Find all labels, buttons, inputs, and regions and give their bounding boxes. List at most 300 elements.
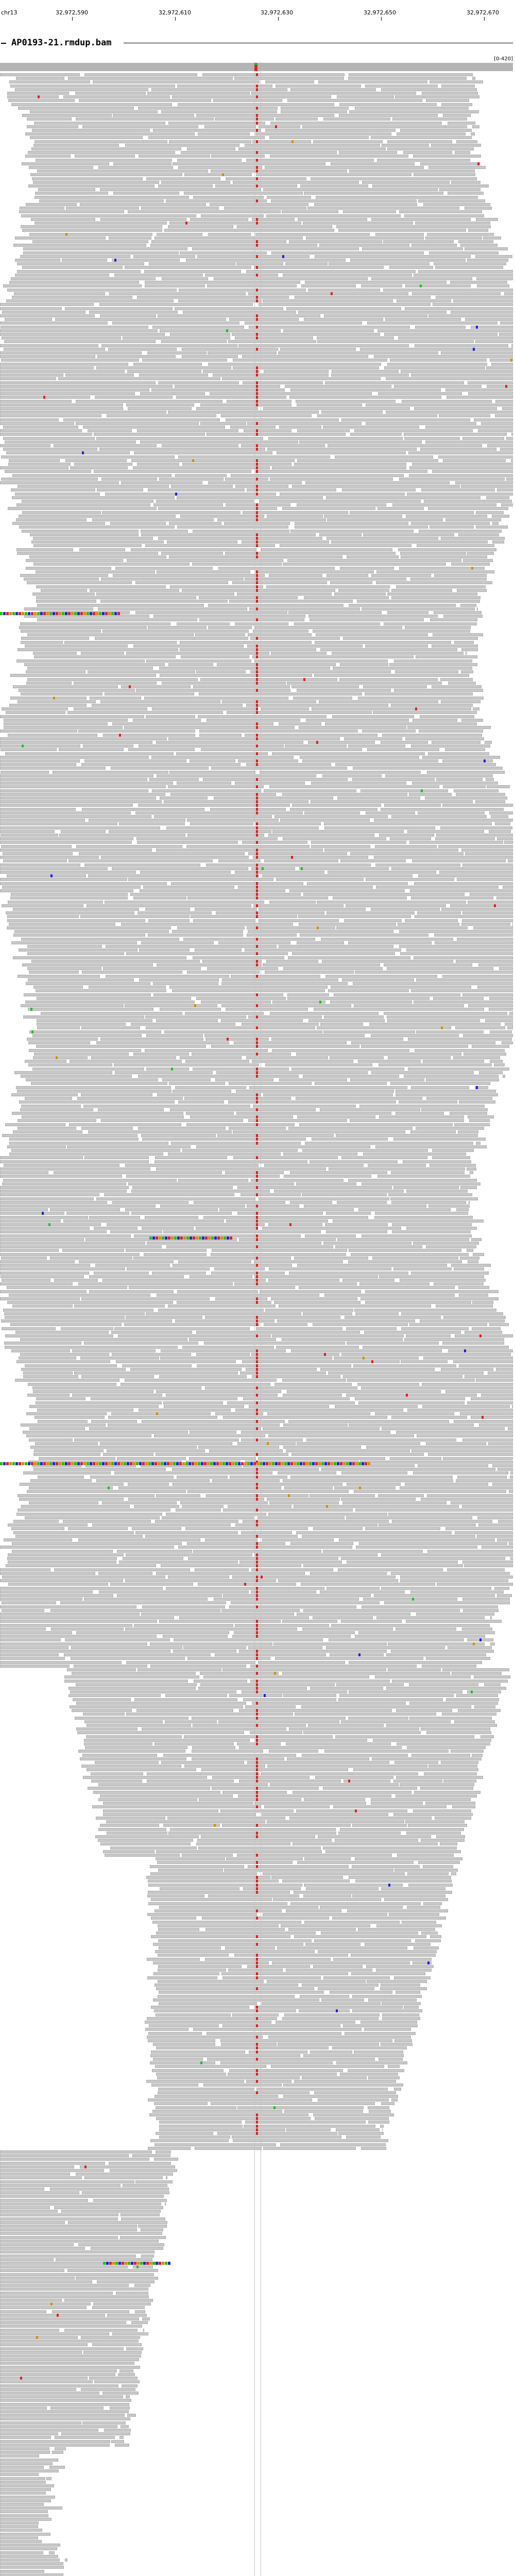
aligned-read[interactable]	[365, 84, 438, 88]
aligned-read[interactable]	[490, 1642, 495, 1646]
aligned-read[interactable]	[103, 1802, 253, 1805]
aligned-read[interactable]	[343, 210, 396, 213]
aligned-read[interactable]	[274, 1383, 352, 1386]
aligned-read[interactable]	[7, 919, 145, 922]
aligned-read[interactable]	[288, 1928, 356, 1931]
aligned-read[interactable]	[282, 507, 375, 510]
aligned-read[interactable]	[135, 581, 228, 584]
aligned-read[interactable]	[467, 1401, 513, 1404]
aligned-read[interactable]	[164, 229, 334, 232]
aligned-read[interactable]	[89, 1275, 184, 1278]
aligned-read[interactable]	[436, 296, 513, 299]
aligned-read[interactable]	[26, 203, 77, 206]
aligned-read[interactable]	[150, 1865, 244, 1868]
aligned-read[interactable]	[356, 1546, 477, 1549]
aligned-read[interactable]	[282, 210, 338, 213]
aligned-read[interactable]	[282, 1379, 346, 1382]
aligned-read[interactable]	[0, 796, 156, 800]
aligned-read[interactable]	[495, 414, 513, 417]
aligned-read[interactable]	[139, 155, 210, 158]
aligned-read[interactable]	[153, 982, 218, 985]
aligned-read[interactable]	[380, 2125, 384, 2128]
aligned-read[interactable]	[169, 771, 255, 774]
aligned-read[interactable]	[409, 1702, 498, 1705]
aligned-read[interactable]	[155, 1156, 227, 1159]
aligned-read[interactable]	[468, 901, 513, 904]
aligned-read[interactable]	[0, 811, 131, 815]
aligned-read[interactable]	[147, 1976, 217, 1979]
aligned-read[interactable]	[221, 1609, 300, 1612]
aligned-read[interactable]	[486, 778, 494, 781]
aligned-read[interactable]	[243, 1397, 350, 1400]
aligned-read[interactable]	[442, 1342, 504, 1345]
aligned-read[interactable]	[185, 1527, 308, 1530]
aligned-read[interactable]	[80, 915, 190, 918]
aligned-read[interactable]	[10, 697, 87, 700]
aligned-read[interactable]	[31, 147, 181, 150]
aligned-read[interactable]	[0, 2277, 75, 2280]
aligned-read[interactable]	[245, 2121, 366, 2124]
aligned-read[interactable]	[25, 1516, 160, 1519]
aligned-read[interactable]	[290, 530, 414, 533]
aligned-read[interactable]	[0, 1572, 95, 1575]
aligned-read[interactable]	[0, 800, 162, 803]
aligned-read[interactable]	[10, 896, 128, 900]
aligned-read[interactable]	[0, 329, 158, 332]
aligned-read[interactable]	[18, 1119, 96, 1122]
aligned-read[interactable]	[243, 1520, 389, 1523]
aligned-read[interactable]	[80, 1357, 159, 1360]
aligned-read[interactable]	[2, 311, 85, 314]
aligned-read[interactable]	[260, 1290, 361, 1293]
aligned-read[interactable]	[78, 1282, 233, 1285]
aligned-read[interactable]	[245, 734, 377, 737]
aligned-read[interactable]	[177, 622, 230, 625]
aligned-read[interactable]	[105, 1854, 180, 1857]
aligned-read[interactable]	[83, 426, 225, 429]
aligned-read[interactable]	[27, 125, 78, 128]
aligned-read[interactable]	[4, 719, 128, 722]
aligned-read[interactable]	[12, 1550, 113, 1553]
aligned-read[interactable]	[173, 162, 325, 165]
aligned-read[interactable]	[93, 2302, 151, 2306]
aligned-read[interactable]	[489, 1323, 509, 1326]
aligned-read[interactable]	[165, 2202, 166, 2206]
aligned-read[interactable]	[468, 1115, 494, 1118]
aligned-read[interactable]	[180, 641, 312, 644]
aligned-read[interactable]	[352, 2009, 422, 2012]
aligned-read[interactable]	[41, 589, 87, 592]
aligned-read[interactable]	[407, 1409, 513, 1412]
aligned-read[interactable]	[437, 1583, 513, 1586]
aligned-read[interactable]	[457, 589, 487, 592]
aligned-read[interactable]	[161, 181, 230, 184]
aligned-read[interactable]	[367, 748, 439, 751]
aligned-read[interactable]	[0, 444, 50, 447]
aligned-read[interactable]	[155, 1520, 238, 1523]
aligned-read[interactable]	[226, 177, 306, 180]
aligned-read[interactable]	[313, 140, 383, 143]
aligned-read[interactable]	[382, 2002, 421, 2005]
aligned-read[interactable]	[1, 359, 139, 362]
aligned-read[interactable]	[16, 518, 87, 521]
aligned-read[interactable]	[137, 841, 238, 844]
aligned-read[interactable]	[351, 1041, 495, 1044]
aligned-read[interactable]	[340, 663, 388, 666]
aligned-read[interactable]	[279, 1304, 431, 1308]
aligned-read[interactable]	[27, 1394, 70, 1397]
aligned-read[interactable]	[396, 1431, 513, 1434]
aligned-read[interactable]	[337, 95, 394, 98]
aligned-read[interactable]	[94, 470, 251, 473]
aligned-read[interactable]	[96, 1817, 165, 1820]
aligned-read[interactable]	[236, 1090, 394, 1093]
aligned-read[interactable]	[146, 177, 220, 180]
aligned-read[interactable]	[441, 351, 513, 354]
aligned-read[interactable]	[468, 392, 513, 395]
aligned-read[interactable]	[170, 333, 230, 336]
aligned-read[interactable]	[270, 155, 408, 158]
aligned-read[interactable]	[182, 348, 278, 351]
aligned-read[interactable]	[273, 1898, 381, 1901]
aligned-read[interactable]	[88, 1130, 232, 1133]
aligned-read[interactable]	[511, 459, 513, 462]
aligned-read[interactable]	[388, 1642, 485, 1646]
aligned-read[interactable]	[123, 2184, 167, 2187]
aligned-read[interactable]	[165, 1720, 217, 1723]
aligned-read[interactable]	[429, 251, 499, 255]
aligned-read[interactable]	[231, 975, 320, 978]
aligned-read[interactable]	[339, 103, 437, 106]
aligned-read[interactable]	[288, 1127, 413, 1130]
aligned-read[interactable]	[297, 1115, 375, 1118]
aligned-read[interactable]	[296, 1053, 461, 1056]
aligned-read[interactable]	[379, 1275, 484, 1278]
aligned-read[interactable]	[149, 2024, 219, 2027]
aligned-read[interactable]	[3, 426, 78, 429]
aligned-read[interactable]	[428, 507, 508, 510]
aligned-read[interactable]	[425, 236, 482, 240]
aligned-read[interactable]	[218, 1720, 339, 1723]
aligned-read[interactable]	[492, 1483, 513, 1486]
aligned-read[interactable]	[327, 1587, 380, 1590]
aligned-read[interactable]	[174, 1638, 323, 1641]
aligned-read[interactable]	[200, 678, 337, 681]
aligned-read[interactable]	[252, 1060, 353, 1063]
aligned-read[interactable]	[392, 1230, 471, 1233]
aligned-read[interactable]	[7, 1557, 117, 1560]
aligned-read[interactable]	[381, 1553, 513, 1556]
aligned-read[interactable]	[23, 1371, 73, 1375]
aligned-read[interactable]	[154, 236, 303, 240]
aligned-read[interactable]	[290, 1476, 453, 1479]
aligned-read[interactable]	[478, 1523, 513, 1527]
aligned-read[interactable]	[398, 336, 513, 340]
aligned-read[interactable]	[0, 1579, 123, 1582]
aligned-read[interactable]	[280, 348, 356, 351]
aligned-read[interactable]	[243, 381, 323, 384]
aligned-read[interactable]	[252, 218, 295, 221]
aligned-read[interactable]	[190, 1115, 293, 1118]
aligned-read[interactable]	[401, 1312, 503, 1315]
aligned-read[interactable]	[302, 2076, 367, 2079]
aligned-read[interactable]	[89, 1216, 140, 1219]
aligned-read[interactable]	[218, 941, 290, 944]
aligned-read[interactable]	[414, 1001, 513, 1004]
aligned-read[interactable]	[0, 2444, 110, 2447]
aligned-read[interactable]	[332, 1917, 446, 1920]
aligned-read[interactable]	[348, 744, 405, 748]
aligned-read[interactable]	[154, 1909, 282, 1912]
aligned-read[interactable]	[193, 1724, 306, 1727]
aligned-read[interactable]	[156, 2150, 171, 2154]
aligned-read[interactable]	[81, 1297, 210, 1300]
aligned-read[interactable]	[456, 960, 513, 963]
aligned-read[interactable]	[447, 396, 513, 399]
aligned-read[interactable]	[26, 559, 123, 562]
aligned-read[interactable]	[121, 1383, 270, 1386]
aligned-read[interactable]	[190, 759, 235, 762]
aligned-read[interactable]	[335, 455, 433, 459]
aligned-read[interactable]	[189, 1338, 276, 1341]
aligned-read[interactable]	[423, 1357, 513, 1360]
aligned-read[interactable]	[92, 518, 214, 521]
aligned-read[interactable]	[462, 911, 513, 914]
aligned-read[interactable]	[36, 570, 155, 573]
aligned-read[interactable]	[307, 882, 408, 885]
aligned-read[interactable]	[6, 711, 65, 714]
aligned-read[interactable]	[255, 570, 374, 573]
aligned-read[interactable]	[76, 2277, 158, 2280]
aligned-read[interactable]	[354, 1004, 464, 1007]
aligned-read[interactable]	[248, 292, 408, 295]
aligned-read[interactable]	[263, 2147, 356, 2150]
aligned-read[interactable]	[297, 1861, 414, 1864]
aligned-read[interactable]	[195, 948, 242, 952]
aligned-read[interactable]	[266, 214, 401, 217]
aligned-read[interactable]	[453, 1056, 500, 1059]
aligned-read[interactable]	[176, 752, 268, 755]
aligned-read[interactable]	[2, 707, 68, 710]
aligned-read[interactable]	[475, 340, 513, 343]
aligned-read[interactable]	[154, 2143, 276, 2146]
aligned-read[interactable]	[167, 540, 237, 544]
aligned-read[interactable]	[156, 1850, 322, 1853]
aligned-read[interactable]	[326, 1212, 371, 1215]
aligned-read[interactable]	[21, 1075, 132, 1078]
aligned-read[interactable]	[68, 2221, 167, 2224]
aligned-read[interactable]	[426, 1442, 486, 1445]
aligned-read[interactable]	[74, 1371, 238, 1375]
aligned-read[interactable]	[136, 689, 290, 692]
aligned-read[interactable]	[226, 1857, 303, 1860]
aligned-read[interactable]	[465, 1331, 502, 1334]
aligned-read[interactable]	[184, 1097, 291, 1100]
aligned-read[interactable]	[105, 493, 276, 496]
aligned-read[interactable]	[66, 207, 139, 210]
aligned-read[interactable]	[90, 1476, 174, 1479]
aligned-read[interactable]	[221, 414, 312, 417]
aligned-read[interactable]	[110, 2406, 130, 2410]
aligned-read[interactable]	[394, 1869, 458, 1872]
aligned-read[interactable]	[417, 911, 461, 914]
aligned-read[interactable]	[211, 2102, 375, 2105]
aligned-read[interactable]	[213, 374, 329, 377]
aligned-read[interactable]	[315, 1082, 387, 1085]
aligned-read[interactable]	[0, 1156, 83, 1159]
aligned-read[interactable]	[154, 2102, 208, 2105]
aligned-read[interactable]	[9, 1153, 163, 1156]
aligned-read[interactable]	[443, 785, 486, 788]
aligned-read[interactable]	[0, 2202, 161, 2206]
aligned-read[interactable]	[326, 1646, 445, 1649]
aligned-read[interactable]	[160, 1008, 221, 1011]
aligned-read[interactable]	[314, 674, 469, 677]
aligned-read[interactable]	[343, 637, 478, 640]
aligned-read[interactable]	[0, 2310, 46, 2313]
aligned-read[interactable]	[29, 1486, 113, 1489]
aligned-read[interactable]	[247, 422, 362, 425]
aligned-read[interactable]	[383, 240, 454, 243]
aligned-read[interactable]	[265, 1309, 353, 1312]
aligned-read[interactable]	[137, 463, 179, 466]
aligned-read[interactable]	[255, 2006, 403, 2009]
aligned-read[interactable]	[21, 938, 179, 941]
aligned-read[interactable]	[310, 1494, 375, 1497]
aligned-read[interactable]	[229, 318, 299, 321]
aligned-read[interactable]	[453, 1360, 513, 1363]
aligned-read[interactable]	[171, 485, 233, 488]
aligned-read[interactable]	[133, 466, 270, 469]
aligned-read[interactable]	[268, 437, 403, 440]
aligned-read[interactable]	[451, 1872, 456, 1875]
aligned-read[interactable]	[0, 2492, 46, 2495]
aligned-read[interactable]	[197, 1839, 332, 1842]
aligned-read[interactable]	[96, 592, 234, 596]
aligned-read[interactable]	[411, 896, 493, 900]
aligned-read[interactable]	[315, 641, 451, 644]
aligned-read[interactable]	[330, 1056, 384, 1059]
aligned-read[interactable]	[496, 1368, 513, 1371]
aligned-read[interactable]	[3, 448, 97, 451]
aligned-read[interactable]	[348, 941, 432, 944]
aligned-read[interactable]	[405, 919, 458, 922]
aligned-read[interactable]	[68, 1687, 196, 1690]
aligned-read[interactable]	[159, 478, 224, 481]
aligned-read[interactable]	[323, 1550, 423, 1553]
aligned-read[interactable]	[314, 1008, 484, 1011]
aligned-read[interactable]	[230, 426, 276, 429]
aligned-read[interactable]	[441, 1368, 493, 1371]
aligned-read[interactable]	[350, 511, 474, 514]
aligned-read[interactable]	[419, 530, 502, 533]
aligned-read[interactable]	[95, 637, 248, 640]
aligned-read[interactable]	[414, 882, 513, 885]
aligned-read[interactable]	[49, 2466, 65, 2469]
aligned-read[interactable]	[0, 2176, 82, 2179]
aligned-read[interactable]	[102, 2392, 139, 2395]
aligned-read[interactable]	[111, 1412, 211, 1415]
aligned-read[interactable]	[22, 1115, 184, 1118]
aligned-read[interactable]	[110, 1230, 162, 1233]
aligned-read[interactable]	[313, 630, 470, 633]
aligned-read[interactable]	[16, 1513, 162, 1516]
aligned-read[interactable]	[27, 633, 194, 636]
aligned-read[interactable]	[177, 159, 242, 162]
aligned-read[interactable]	[84, 1742, 152, 1745]
aligned-read[interactable]	[461, 719, 483, 722]
aligned-read[interactable]	[331, 1624, 490, 1627]
aligned-read[interactable]	[296, 1531, 452, 1534]
aligned-read[interactable]	[0, 2240, 159, 2243]
aligned-read[interactable]	[405, 737, 484, 740]
aligned-read[interactable]	[366, 403, 513, 406]
aligned-read[interactable]	[207, 284, 297, 287]
aligned-read[interactable]	[144, 1253, 207, 1256]
aligned-read[interactable]	[141, 530, 188, 533]
aligned-read[interactable]	[403, 1160, 471, 1163]
aligned-read[interactable]	[270, 1012, 379, 1015]
aligned-read[interactable]	[384, 1898, 448, 1901]
aligned-read[interactable]	[376, 1616, 485, 1619]
aligned-read[interactable]	[98, 1828, 166, 1831]
aligned-read[interactable]	[84, 759, 186, 762]
aligned-read[interactable]	[148, 1879, 279, 1883]
aligned-read[interactable]	[11, 941, 137, 944]
aligned-read[interactable]	[54, 1568, 190, 1571]
aligned-read[interactable]	[5, 1346, 178, 1349]
aligned-read[interactable]	[414, 1946, 439, 1950]
aligned-read[interactable]	[292, 804, 381, 807]
aligned-read[interactable]	[364, 2028, 411, 2031]
aligned-read[interactable]	[0, 377, 56, 380]
aligned-read[interactable]	[0, 2269, 64, 2272]
aligned-read[interactable]	[325, 975, 437, 978]
aligned-read[interactable]	[163, 1824, 220, 1827]
aligned-read[interactable]	[489, 1008, 513, 1011]
aligned-read[interactable]	[432, 470, 513, 473]
aligned-read[interactable]	[396, 1709, 452, 1712]
aligned-read[interactable]	[328, 1371, 484, 1375]
aligned-read[interactable]	[151, 88, 287, 91]
aligned-read[interactable]	[0, 837, 133, 840]
aligned-read[interactable]	[163, 1754, 296, 1757]
aligned-read[interactable]	[263, 1872, 405, 1875]
aligned-read[interactable]	[406, 1190, 468, 1193]
aligned-read[interactable]	[59, 834, 185, 837]
aligned-read[interactable]	[99, 1590, 249, 1594]
aligned-read[interactable]	[254, 266, 384, 269]
aligned-read[interactable]	[100, 1442, 232, 1445]
aligned-read[interactable]	[380, 1987, 427, 1990]
aligned-read[interactable]	[268, 1434, 414, 1437]
aligned-read[interactable]	[154, 1984, 298, 1987]
aligned-read[interactable]	[325, 1850, 461, 1853]
aligned-read[interactable]	[224, 1869, 393, 1872]
aligned-read[interactable]	[19, 1357, 76, 1360]
aligned-read[interactable]	[0, 822, 117, 825]
aligned-read[interactable]	[310, 1160, 398, 1163]
aligned-read[interactable]	[489, 830, 511, 833]
aligned-read[interactable]	[50, 2406, 104, 2410]
aligned-read[interactable]	[337, 1238, 469, 1241]
aligned-read[interactable]	[236, 262, 283, 265]
aligned-read[interactable]	[121, 481, 202, 484]
aligned-read[interactable]	[353, 767, 503, 770]
aligned-read[interactable]	[0, 1282, 73, 1285]
aligned-read[interactable]	[284, 1486, 333, 1489]
aligned-read[interactable]	[230, 1476, 287, 1479]
